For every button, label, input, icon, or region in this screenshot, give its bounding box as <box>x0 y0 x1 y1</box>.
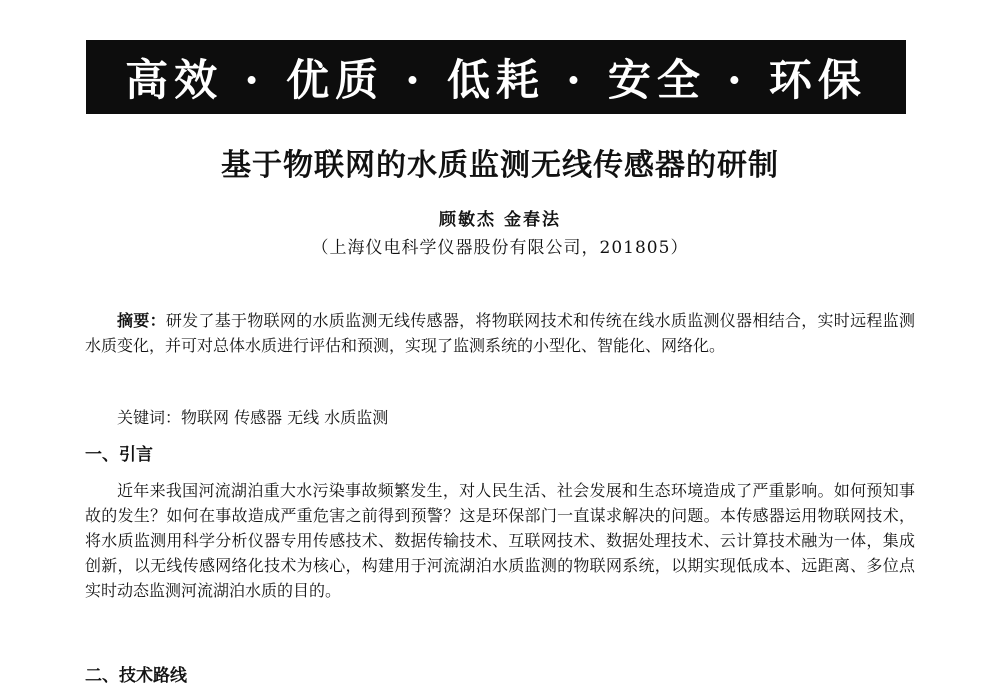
intro-paragraph: 近年来我国河流湖泊重大水污染事故频繁发生，对人民生活、社会发展和生态环境造成了严重影响。如何预知事故的发生？如何在事故造成严重危害之前得到预警？这是环保部门一直谋求解决的问题。本传感器运用物联网技术，将水质监测用科学分析仪器专用传感技术、数据传输技术、互联网技术、数据处理技术、云计算技术融为一体，集成创新，以无线传感网络化技术为核心，构建用于河流湖泊水质监测的物联网系统，以期实现低成本、远距离、多位点实时动态监测河流湖泊水质的目的。 <box>85 481 915 600</box>
abstract-text: 研发了基于物联网的水质监测无线传感器，将物联网技术和传统在线水质监测仪器相结合，实时远程监测水质变化，并可对总体水质进行评估和预测，实现了监测系统的小型化、智能化、网络化。 <box>85 311 915 355</box>
section-heading-technical-route: 二、技术路线 <box>85 666 187 686</box>
paper-title: 基于物联网的水质监测无线传感器的研制 <box>221 148 779 183</box>
header-banner: 高效 · 优质 · 低耗 · 安全 · 环保 <box>86 40 906 114</box>
affiliation: （上海仪电科学仪器股份有限公司，201805） <box>311 238 689 258</box>
abstract <box>85 308 915 358</box>
keywords: 关键词：物联网 传感器 无线 水质监测 <box>117 408 389 427</box>
abstract-label: 摘要： <box>117 311 166 330</box>
section-heading-intro: 一、引言 <box>85 445 153 465</box>
authors: 顾敏杰 金春法 <box>439 210 561 230</box>
